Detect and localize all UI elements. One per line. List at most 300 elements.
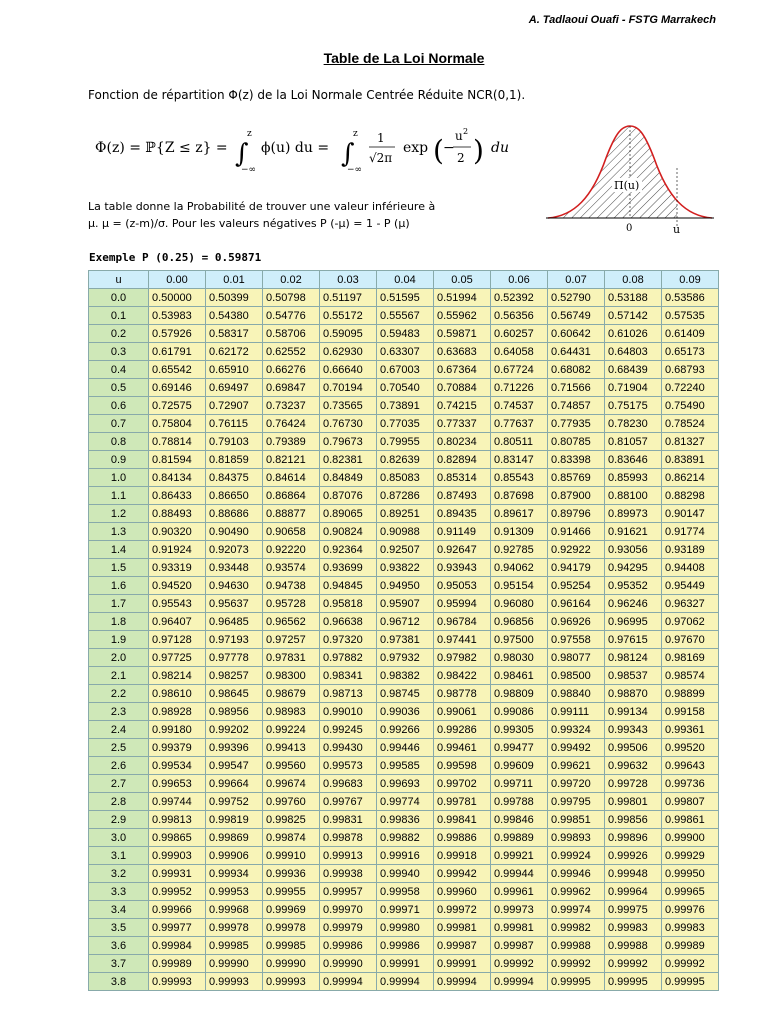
probability-cell: 0.99960 [434,883,491,901]
probability-cell: 0.99982 [548,919,605,937]
table-body [89,289,719,991]
row-u-value: 2.0 [89,649,149,667]
zero-label: 0 [626,223,633,234]
row-u-value: 2.6 [89,757,149,775]
probability-cell: 0.99825 [263,811,320,829]
probability-cell: 0.99929 [662,847,719,865]
probability-cell: 0.99534 [149,757,206,775]
probability-cell: 0.99985 [263,937,320,955]
probability-cell: 0.80785 [548,433,605,451]
probability-cell: 0.78524 [662,415,719,433]
probability-cell: 0.67724 [491,361,548,379]
row-u-value: 0.1 [89,307,149,325]
probability-cell: 0.99970 [320,901,377,919]
probability-cell: 0.97725 [149,649,206,667]
probability-cell: 0.72240 [662,379,719,397]
probability-cell: 0.99976 [662,901,719,919]
probability-cell: 0.96562 [263,613,320,631]
table-row [89,595,719,613]
probability-cell: 0.76730 [320,415,377,433]
column-header: 0.06 [491,271,548,289]
probability-cell: 0.87493 [434,487,491,505]
probability-cell: 0.99573 [320,757,377,775]
row-u-value: 0.5 [89,379,149,397]
probability-cell: 0.99986 [320,937,377,955]
probability-cell: 0.99988 [548,937,605,955]
probability-cell: 0.99987 [434,937,491,955]
probability-cell: 0.97193 [206,631,263,649]
probability-cell: 0.99995 [662,973,719,991]
probability-cell: 0.99430 [320,739,377,757]
probability-cell: 0.93189 [662,541,719,559]
row-u-value: 1.7 [89,595,149,613]
probability-cell: 0.99396 [206,739,263,757]
table-row [89,937,719,955]
probability-cell: 0.87698 [491,487,548,505]
row-u-value: 3.6 [89,937,149,955]
row-u-value: 2.4 [89,721,149,739]
probability-cell: 0.79389 [263,433,320,451]
probability-cell: 0.99343 [605,721,662,739]
probability-cell: 0.73565 [320,397,377,415]
probability-cell: 0.99324 [548,721,605,739]
probability-cell: 0.93699 [320,559,377,577]
corner-header: u [89,271,149,289]
probability-cell: 0.99936 [263,865,320,883]
probability-cell: 0.95352 [605,577,662,595]
probability-cell: 0.66640 [320,361,377,379]
probability-cell: 0.99111 [548,703,605,721]
row-u-value: 0.8 [89,433,149,451]
probability-cell: 0.90824 [320,523,377,541]
probability-cell: 0.99990 [263,955,320,973]
probability-cell: 0.98169 [662,649,719,667]
probability-cell: 0.55567 [377,307,434,325]
probability-cell: 0.57926 [149,325,206,343]
probability-cell: 0.99958 [377,883,434,901]
probability-cell: 0.90658 [263,523,320,541]
probability-cell: 0.98840 [548,685,605,703]
probability-cell: 0.85083 [377,469,434,487]
probability-cell: 0.99993 [206,973,263,991]
probability-cell: 0.98257 [206,667,263,685]
probability-cell: 0.99245 [320,721,377,739]
page-title: Table de La Loi Normale [323,50,485,66]
table-row [89,973,719,991]
probability-cell: 0.98030 [491,649,548,667]
probability-cell: 0.99961 [491,883,548,901]
table-row [89,685,719,703]
probability-cell: 0.98983 [263,703,320,721]
example-line: Exemple P (0.25) = 0.59871 [89,251,262,264]
probability-cell: 0.99547 [206,757,263,775]
probability-cell: 0.99957 [320,883,377,901]
probability-cell: 0.99286 [434,721,491,739]
probability-cell: 0.65910 [206,361,263,379]
probability-cell: 0.99921 [491,847,548,865]
probability-cell: 0.98745 [377,685,434,703]
probability-cell: 0.77337 [434,415,491,433]
probability-cell: 0.79955 [377,433,434,451]
probability-cell: 0.94630 [206,577,263,595]
probability-cell: 0.88877 [263,505,320,523]
probability-cell: 0.57142 [605,307,662,325]
probability-cell: 0.92364 [320,541,377,559]
row-u-value: 1.0 [89,469,149,487]
probability-cell: 0.98300 [263,667,320,685]
probability-cell: 0.87900 [548,487,605,505]
probability-cell: 0.54776 [263,307,320,325]
row-u-value: 3.2 [89,865,149,883]
table-row [89,523,719,541]
probability-cell: 0.58317 [206,325,263,343]
probability-cell: 0.99774 [377,793,434,811]
probability-cell: 0.75804 [149,415,206,433]
probability-cell: 0.99969 [263,901,320,919]
probability-cell: 0.99609 [491,757,548,775]
probability-cell: 0.82894 [434,451,491,469]
probability-cell: 0.97128 [149,631,206,649]
probability-cell: 0.99807 [662,793,719,811]
probability-cell: 0.69847 [263,379,320,397]
probability-cell: 0.83398 [548,451,605,469]
row-u-value: 1.2 [89,505,149,523]
probability-cell: 0.79103 [206,433,263,451]
probability-cell: 0.98870 [605,685,662,703]
row-u-value: 1.1 [89,487,149,505]
probability-cell: 0.99752 [206,793,263,811]
probability-cell: 0.88298 [662,487,719,505]
probability-cell: 0.99598 [434,757,491,775]
column-header: 0.09 [662,271,719,289]
row-u-value: 2.7 [89,775,149,793]
probability-cell: 0.82381 [320,451,377,469]
probability-cell: 0.93822 [377,559,434,577]
probability-cell: 0.59871 [434,325,491,343]
probability-cell: 0.99266 [377,721,434,739]
probability-cell: 0.99913 [320,847,377,865]
probability-cell: 0.99934 [206,865,263,883]
probability-cell: 0.95543 [149,595,206,613]
probability-cell: 0.99813 [149,811,206,829]
probability-cell: 0.73237 [263,397,320,415]
probability-cell: 0.99953 [206,883,263,901]
probability-cell: 0.99981 [434,919,491,937]
probability-cell: 0.96327 [662,595,719,613]
probability-cell: 0.99916 [377,847,434,865]
probability-cell: 0.99865 [149,829,206,847]
probability-cell: 0.99950 [662,865,719,883]
probability-cell: 0.98679 [263,685,320,703]
normal-table [88,270,719,991]
probability-cell: 0.98713 [320,685,377,703]
probability-cell: 0.94295 [605,559,662,577]
probability-cell: 0.57535 [662,307,719,325]
probability-cell: 0.68082 [548,361,605,379]
probability-cell: 0.61791 [149,343,206,361]
du-label: du [491,140,509,156]
probability-cell: 0.96995 [605,613,662,631]
table-row [89,325,719,343]
probability-cell: 0.90320 [149,523,206,541]
row-u-value: 3.7 [89,955,149,973]
probability-cell: 0.91309 [491,523,548,541]
probability-cell: 0.99224 [263,721,320,739]
probability-cell: 0.86214 [662,469,719,487]
probability-cell: 0.65173 [662,343,719,361]
probability-cell: 0.86864 [263,487,320,505]
probability-cell: 0.98461 [491,667,548,685]
probability-cell: 0.84375 [206,469,263,487]
probability-cell: 0.63683 [434,343,491,361]
probability-cell: 0.97982 [434,649,491,667]
row-u-value: 2.1 [89,667,149,685]
probability-cell: 0.99010 [320,703,377,721]
probability-cell: 0.99993 [263,973,320,991]
probability-cell: 0.95154 [491,577,548,595]
probability-cell: 0.93056 [605,541,662,559]
probability-cell: 0.99379 [149,739,206,757]
frac-denominator: √2π [369,151,393,165]
probability-cell: 0.98956 [206,703,263,721]
probability-cell: 0.50000 [149,289,206,307]
probability-cell: 0.98422 [434,667,491,685]
probability-cell: 0.94179 [548,559,605,577]
probability-cell: 0.55962 [434,307,491,325]
row-u-value: 0.9 [89,451,149,469]
probability-cell: 0.95907 [377,595,434,613]
probability-cell: 0.99632 [605,757,662,775]
probability-cell: 0.71904 [605,379,662,397]
row-u-value: 2.2 [89,685,149,703]
probability-cell: 0.99036 [377,703,434,721]
probability-cell: 0.98537 [605,667,662,685]
probability-cell: 0.98778 [434,685,491,703]
table-row [89,361,719,379]
probability-cell: 0.99964 [605,883,662,901]
probability-cell: 0.69497 [206,379,263,397]
row-u-value: 3.0 [89,829,149,847]
probability-cell: 0.99900 [662,829,719,847]
probability-cell: 0.99992 [662,955,719,973]
probability-cell: 0.99995 [605,973,662,991]
probability-cell: 0.99978 [206,919,263,937]
probability-cell: 0.99962 [548,883,605,901]
probability-cell: 0.64431 [548,343,605,361]
table-row [89,649,719,667]
region-label: Π(u) [614,179,640,192]
probability-cell: 0.81327 [662,433,719,451]
probability-cell: 0.99653 [149,775,206,793]
probability-cell: 0.99693 [377,775,434,793]
probability-cell: 0.99975 [605,901,662,919]
probability-cell: 0.99795 [548,793,605,811]
probability-cell: 0.99994 [434,973,491,991]
probability-cell: 0.83147 [491,451,548,469]
header-row [89,271,719,289]
probability-cell: 0.99968 [206,901,263,919]
probability-cell: 0.99977 [149,919,206,937]
probability-cell: 0.94845 [320,577,377,595]
probability-cell: 0.99202 [206,721,263,739]
row-u-value: 3.3 [89,883,149,901]
probability-cell: 0.99711 [491,775,548,793]
probability-cell: 0.77035 [377,415,434,433]
probability-cell: 0.62930 [320,343,377,361]
table-row [89,775,719,793]
probability-cell: 0.51197 [320,289,377,307]
probability-cell: 0.99413 [263,739,320,757]
probability-cell: 0.97257 [263,631,320,649]
table-row [89,901,719,919]
probability-cell: 0.68793 [662,361,719,379]
probability-cell: 0.88686 [206,505,263,523]
int1-upper: z [247,129,252,139]
probability-cell: 0.53188 [605,289,662,307]
probability-cell: 0.99992 [491,955,548,973]
probability-cell: 0.99158 [662,703,719,721]
table-row [89,379,719,397]
probability-cell: 0.99994 [377,973,434,991]
probability-cell: 0.99841 [434,811,491,829]
probability-cell: 0.62172 [206,343,263,361]
probability-cell: 0.74215 [434,397,491,415]
probability-cell: 0.94520 [149,577,206,595]
probability-cell: 0.99973 [491,901,548,919]
probability-cell: 0.99926 [605,847,662,865]
probability-cell: 0.96638 [320,613,377,631]
probability-cell: 0.58706 [263,325,320,343]
probability-cell: 0.86433 [149,487,206,505]
paren-left: ( [433,134,444,167]
probability-cell: 0.99981 [491,919,548,937]
table-row [89,721,719,739]
probability-cell: 0.71226 [491,379,548,397]
probability-cell: 0.94408 [662,559,719,577]
probability-cell: 0.94738 [263,577,320,595]
probability-cell: 0.99744 [149,793,206,811]
probability-cell: 0.99086 [491,703,548,721]
row-u-value: 3.4 [89,901,149,919]
probability-cell: 0.62552 [263,343,320,361]
row-u-value: 2.9 [89,811,149,829]
probability-cell: 0.84134 [149,469,206,487]
probability-cell: 0.92922 [548,541,605,559]
row-u-value: 0.6 [89,397,149,415]
probability-cell: 0.99643 [662,757,719,775]
probability-cell: 0.99446 [377,739,434,757]
probability-cell: 0.87076 [320,487,377,505]
probability-cell: 0.94950 [377,577,434,595]
table-row [89,451,719,469]
probability-cell: 0.89251 [377,505,434,523]
probability-cell: 0.99674 [263,775,320,793]
probability-cell: 0.81594 [149,451,206,469]
probability-cell: 0.99983 [605,919,662,937]
probability-cell: 0.52392 [491,289,548,307]
probability-cell: 0.98382 [377,667,434,685]
probability-cell: 0.99989 [149,955,206,973]
probability-cell: 0.99966 [149,901,206,919]
sq-exponent: 2 [463,127,469,136]
integrand-1: ϕ(u) du = [261,140,330,156]
probability-cell: 0.93448 [206,559,263,577]
row-u-value: 0.7 [89,415,149,433]
probability-cell: 0.99781 [434,793,491,811]
probability-cell: 0.99942 [434,865,491,883]
probability-cell: 0.99965 [662,883,719,901]
probability-cell: 0.98899 [662,685,719,703]
probability-cell: 0.99944 [491,865,548,883]
probability-cell: 0.92073 [206,541,263,559]
probability-cell: 0.93319 [149,559,206,577]
row-u-value: 3.8 [89,973,149,991]
probability-cell: 0.91774 [662,523,719,541]
probability-cell: 0.99856 [605,811,662,829]
probability-cell: 0.89065 [320,505,377,523]
int1-lower: −∞ [241,165,257,175]
probability-cell: 0.99971 [377,901,434,919]
probability-cell: 0.95449 [662,577,719,595]
probability-cell: 0.99305 [491,721,548,739]
column-header: 0.01 [206,271,263,289]
probability-cell: 0.78230 [605,415,662,433]
probability-cell: 0.51595 [377,289,434,307]
probability-cell: 0.50399 [206,289,263,307]
column-header: 0.04 [377,271,434,289]
probability-cell: 0.50798 [263,289,320,307]
probability-cell: 0.75175 [605,397,662,415]
probability-cell: 0.99878 [320,829,377,847]
probability-cell: 0.51994 [434,289,491,307]
probability-cell: 0.99991 [377,955,434,973]
probability-cell: 0.63307 [377,343,434,361]
probability-cell: 0.99889 [491,829,548,847]
probability-cell: 0.61409 [662,325,719,343]
column-header: 0.02 [263,271,320,289]
probability-cell: 0.74537 [491,397,548,415]
table-row [89,793,719,811]
probability-cell: 0.96926 [548,613,605,631]
probability-cell: 0.99760 [263,793,320,811]
probability-cell: 0.55172 [320,307,377,325]
probability-cell: 0.61026 [605,325,662,343]
probability-cell: 0.76115 [206,415,263,433]
probability-cell: 0.88100 [605,487,662,505]
probability-cell: 0.99664 [206,775,263,793]
probability-cell: 0.97615 [605,631,662,649]
probability-cell: 0.93943 [434,559,491,577]
probability-cell: 0.99886 [434,829,491,847]
probability-cell: 0.99940 [377,865,434,883]
probability-cell: 0.93574 [263,559,320,577]
probability-cell: 0.67003 [377,361,434,379]
probability-cell: 0.99180 [149,721,206,739]
table-row [89,847,719,865]
probability-cell: 0.69146 [149,379,206,397]
probability-cell: 0.97831 [263,649,320,667]
probability-cell: 0.99560 [263,757,320,775]
probability-cell: 0.99869 [206,829,263,847]
probability-cell: 0.92785 [491,541,548,559]
probability-cell: 0.90147 [662,505,719,523]
probability-cell: 0.99990 [320,955,377,973]
probability-cell: 0.71566 [548,379,605,397]
probability-cell: 0.89973 [605,505,662,523]
probability-cell: 0.92220 [263,541,320,559]
probability-cell: 0.99831 [320,811,377,829]
probability-cell: 0.70540 [377,379,434,397]
